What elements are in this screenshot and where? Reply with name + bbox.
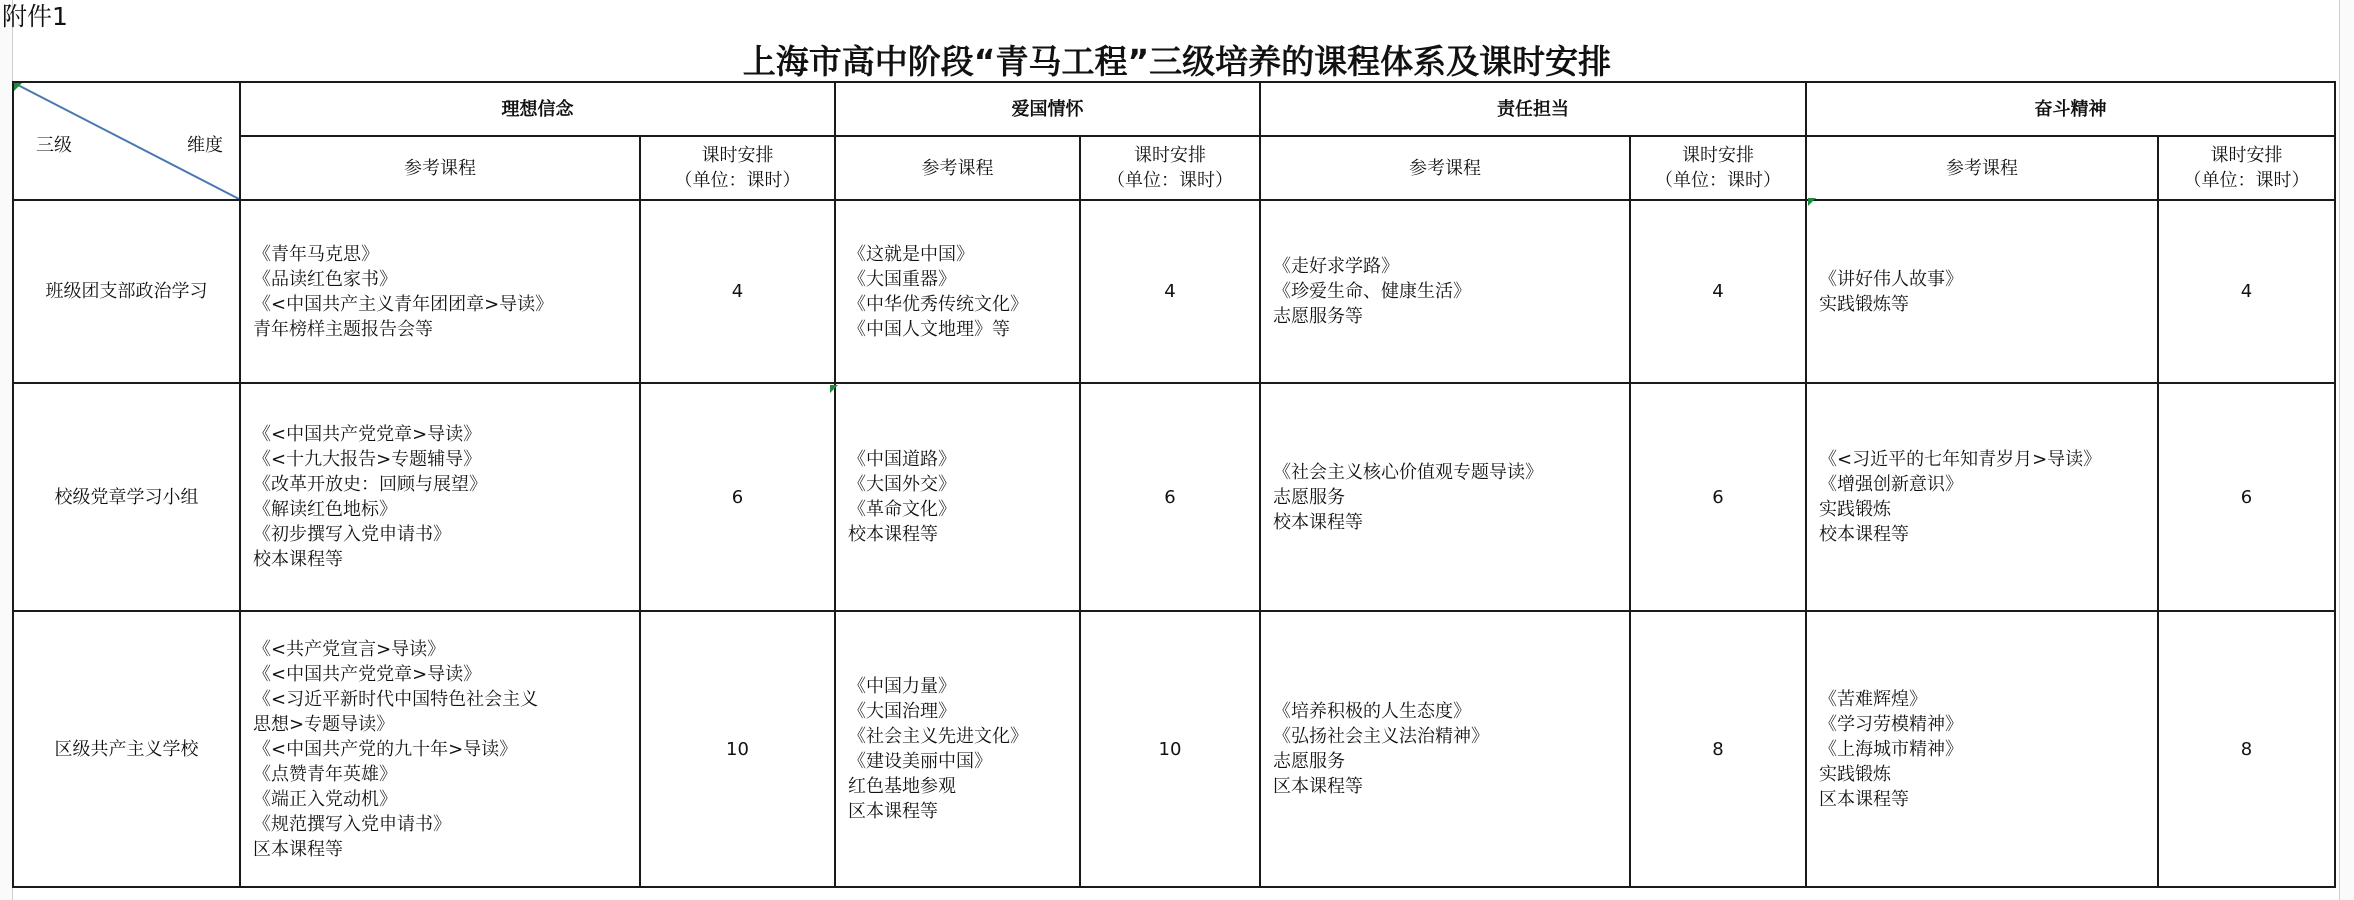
- hours-col-header[interactable]: 课时安排 （单位：课时）: [2158, 136, 2335, 200]
- course-line: 区本课程等: [253, 838, 343, 860]
- level-cell[interactable]: 班级团支部政治学习: [13, 200, 240, 383]
- dimension-header-striving[interactable]: 奋斗精神: [1806, 82, 2335, 136]
- hours-cell[interactable]: 4: [1630, 200, 1806, 383]
- course-cell[interactable]: [1806, 611, 2158, 887]
- course-line: 区本课程等: [1273, 776, 1363, 797]
- course-line: 《革命文化》: [848, 499, 956, 520]
- course-line: 志愿服务等: [1273, 306, 1363, 327]
- course-line: 《建设美丽中国》: [848, 751, 992, 772]
- dimension-header-ideals[interactable]: 理想信念: [240, 82, 835, 136]
- course-cell[interactable]: [240, 383, 640, 611]
- course-line: 志愿服务: [1273, 486, 1345, 508]
- course-table: [12, 81, 2336, 888]
- page-title: 上海市高中阶段“青马工程”三级培养的课程体系及课时安排: [742, 42, 1612, 81]
- course-cell[interactable]: [240, 200, 640, 383]
- course-line: 《社会主义核心价值观专题导读》: [1273, 461, 1543, 483]
- hours-cell[interactable]: 6: [1080, 383, 1260, 611]
- course-col-header[interactable]: 参考课程: [240, 136, 640, 200]
- course-line: 实践锻炼: [1819, 499, 1891, 520]
- course-line: 《学习劳模精神》: [1819, 713, 1963, 735]
- course-line: 《中国道路》: [848, 449, 956, 470]
- hours-cell[interactable]: 8: [1630, 611, 1806, 887]
- course-line: 《苦难辉煌》: [1819, 688, 1927, 710]
- course-line: 《<中国共产党党章>导读》: [253, 424, 482, 445]
- hours-cell[interactable]: 4: [2158, 200, 2335, 383]
- hours-cell[interactable]: 10: [640, 611, 835, 887]
- course-line: 校本课程等: [1273, 511, 1363, 533]
- course-line: 《培养积极的人生态度》: [1273, 701, 1471, 722]
- course-line: 《中国力量》: [848, 676, 956, 697]
- course-line: 《走好求学路》: [1273, 256, 1399, 277]
- attachment-label: 附件1: [2, 2, 68, 31]
- table-row: [13, 611, 2335, 887]
- hours-col-header[interactable]: 课时安排 （单位：课时）: [1080, 136, 1260, 200]
- table-row: [13, 200, 2335, 383]
- course-cell[interactable]: [240, 611, 640, 887]
- corner-dimension-label: 维度: [187, 135, 223, 156]
- hours-cell[interactable]: 10: [1080, 611, 1260, 887]
- course-line: 《增强创新意识》: [1819, 474, 1963, 495]
- hours-col-header[interactable]: 课时安排 （单位：课时）: [1630, 136, 1806, 200]
- corner-header-cell[interactable]: [13, 82, 240, 200]
- course-col-header[interactable]: 参考课程: [1806, 136, 2158, 200]
- course-col-header[interactable]: 参考课程: [835, 136, 1080, 200]
- hours-cell[interactable]: 6: [640, 383, 835, 611]
- course-line: 校本课程等: [848, 524, 938, 545]
- dimension-header-responsibility[interactable]: 责任担当: [1260, 82, 1806, 136]
- course-line: 《改革开放史：回顾与展望》: [253, 474, 487, 495]
- cell-comment-marker: [1808, 198, 1816, 206]
- hours-cell[interactable]: 8: [2158, 611, 2335, 887]
- dimension-header-patriotism[interactable]: 爱国情怀: [835, 82, 1260, 136]
- course-line: 《大国重器》: [848, 268, 956, 290]
- hours-cell[interactable]: 4: [1080, 200, 1260, 383]
- course-line: 校本课程等: [253, 549, 343, 570]
- course-cell[interactable]: [1260, 611, 1630, 887]
- course-cell[interactable]: [835, 383, 1080, 611]
- course-line: 青年榜样主题报告会等: [253, 318, 433, 340]
- table-row: [13, 383, 2335, 611]
- course-line: 《上海城市精神》: [1819, 738, 1963, 760]
- course-cell[interactable]: [1806, 200, 2158, 383]
- course-line: 《中华优秀传统文化》: [848, 293, 1028, 315]
- course-line: 《这就是中国》: [848, 243, 974, 265]
- course-line: 区本课程等: [848, 801, 938, 822]
- course-line: 《<共产党宣言>导读》: [253, 638, 446, 660]
- course-cell[interactable]: [1806, 383, 2158, 611]
- course-line: 《<中国共产主义青年团团章>导读》: [253, 293, 554, 315]
- course-line: 思想>专题导读》: [253, 713, 395, 735]
- course-line: 《中国人文地理》等: [848, 318, 1010, 340]
- course-line: 《讲好伟人故事》: [1819, 268, 1963, 290]
- course-col-header[interactable]: 参考课程: [1260, 136, 1630, 200]
- hours-cell[interactable]: 6: [1630, 383, 1806, 611]
- level-cell[interactable]: 区级共产主义学校: [13, 611, 240, 887]
- course-line: 《<习近平新时代中国特色社会主义: [253, 688, 539, 710]
- header-row-dimensions: [13, 82, 2335, 136]
- header-row-subcolumns: [13, 136, 2335, 200]
- course-line: 实践锻炼等: [1819, 293, 1909, 315]
- course-line: 《点赞青年英雄》: [253, 763, 397, 785]
- course-line: 《珍爱生命、健康生活》: [1273, 281, 1471, 302]
- hours-col-header[interactable]: 课时安排 （单位：课时）: [640, 136, 835, 200]
- course-line: 《<中国共产党的九十年>导读》: [253, 738, 518, 760]
- level-cell[interactable]: 校级党章学习小组: [13, 383, 240, 611]
- course-line: 红色基地参观: [848, 776, 956, 797]
- cell-comment-marker: [830, 385, 838, 393]
- course-line: 《大国治理》: [848, 701, 956, 722]
- right-scroll-frame[interactable]: [2339, 0, 2354, 900]
- course-line: 《解读红色地标》: [253, 499, 397, 520]
- course-line: 《品读红色家书》: [253, 268, 397, 290]
- course-line: 《<十九大报告>专题辅导》: [253, 449, 482, 470]
- hours-cell[interactable]: 6: [2158, 383, 2335, 611]
- course-line: 《青年马克思》: [253, 243, 379, 265]
- course-line: 志愿服务: [1273, 751, 1345, 772]
- course-line: 《规范撰写入党申请书》: [253, 813, 451, 835]
- hours-cell[interactable]: 4: [640, 200, 835, 383]
- cell-comment-marker: [14, 83, 22, 91]
- course-line: 《初步撰写入党申请书》: [253, 524, 451, 545]
- course-line: 《大国外交》: [848, 474, 956, 495]
- course-line: 《<习近平的七年知青岁月>导读》: [1819, 449, 2102, 470]
- course-line: 《弘扬社会主义法治精神》: [1273, 726, 1489, 747]
- course-line: 《社会主义先进文化》: [848, 726, 1028, 747]
- corner-level-label: 三级: [36, 135, 72, 156]
- course-cell[interactable]: [1260, 383, 1630, 611]
- course-line: 实践锻炼: [1819, 763, 1891, 785]
- course-line: 区本课程等: [1819, 788, 1909, 810]
- course-line: 《端正入党动机》: [253, 788, 397, 810]
- course-line: 《<中国共产党党章>导读》: [253, 663, 482, 685]
- course-line: 校本课程等: [1819, 524, 1909, 545]
- course-cell[interactable]: [1260, 200, 1630, 383]
- course-cell[interactable]: [835, 200, 1080, 383]
- course-cell[interactable]: [835, 611, 1080, 887]
